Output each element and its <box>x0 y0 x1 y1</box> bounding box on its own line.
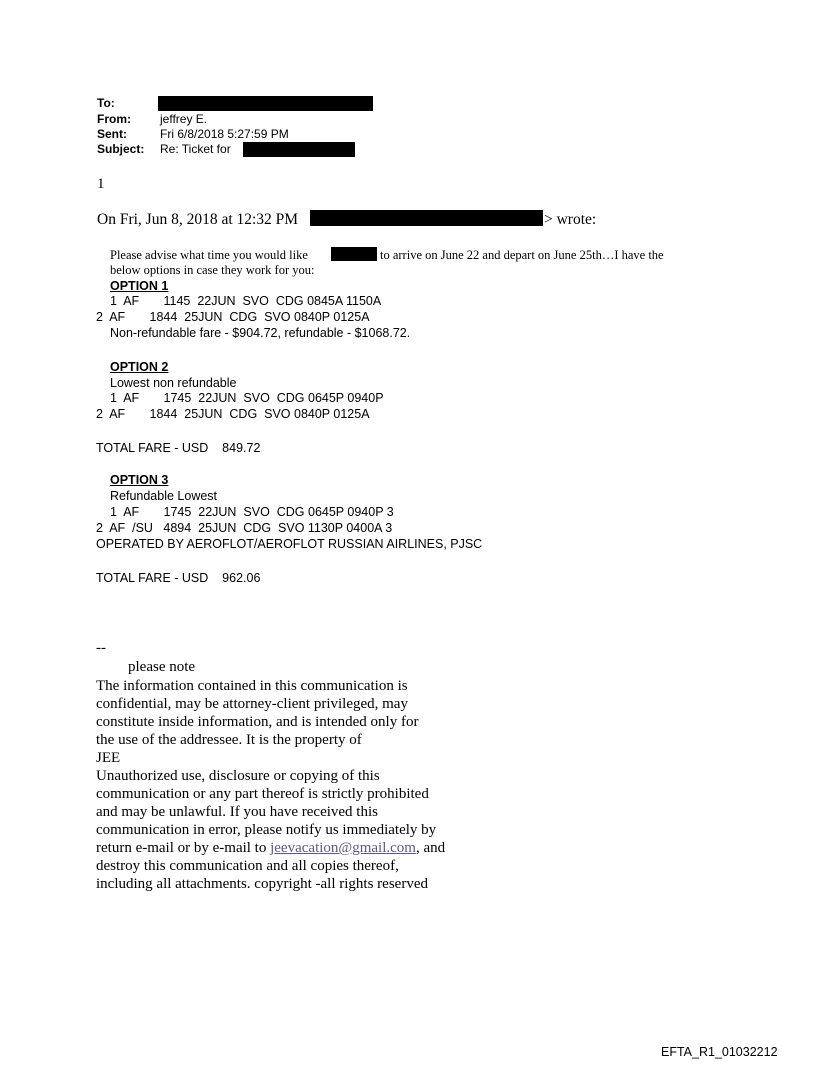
option2-title: OPTION 2 <box>110 360 169 374</box>
option1-fare: Non-refundable fare - $904.72, refundable - $1068.72. <box>110 326 411 340</box>
from-label: From: <box>97 112 131 126</box>
option3-line2: 2 AF /SU 4894 25JUN CDG SVO 1130P 0400A 3 <box>96 521 393 535</box>
option3-operated: OPERATED BY AEROFLOT/AEROFLOT RUSSIAN AIRLINES, PJSC <box>96 537 483 551</box>
advise-line1-end: to arrive on June 22 and depart on June 25th…I have the <box>380 248 664 262</box>
disclaimer-line: The information contained in this communication is <box>96 678 408 694</box>
option2-line1: 1 AF 1745 22JUN SVO CDG 0645P 0940P <box>110 391 384 405</box>
quote-intro-end: > wrote: <box>544 211 597 228</box>
subject-label: Subject: <box>97 142 145 156</box>
disclaimer-line <box>96 839 445 857</box>
disclaimer-line: Unauthorized use, disclosure or copying of this <box>96 768 380 784</box>
from-value: jeffrey E. <box>160 112 208 126</box>
disclaimer-line-text: , and <box>415 840 446 856</box>
subject-value: Re: Ticket for <box>160 142 231 156</box>
to-label: To: <box>97 96 115 110</box>
disclaimer-line: constitute inside information, and is intended only for <box>96 714 419 730</box>
disclaimer-line: destroy this communication and all copies thereof, <box>96 858 399 874</box>
option2-subtitle: Lowest non refundable <box>110 376 237 390</box>
option3-line1: 1 AF 1745 22JUN SVO CDG 0645P 0940P 3 <box>110 505 394 519</box>
email-link[interactable]: jeevacation@gmail.com <box>270 840 416 856</box>
disclaimer-line: communication in error, please notify us immediately by <box>96 822 437 838</box>
option2-total: TOTAL FARE - USD 849.72 <box>96 441 261 455</box>
option2-line2: 2 AF 1844 25JUN CDG SVO 0840P 0125A <box>96 407 370 421</box>
quote-intro-start: On Fri, Jun 8, 2018 at 12:32 PM <box>97 211 299 228</box>
option1-line2: 2 AF 1844 25JUN CDG SVO 0840P 0125A <box>96 310 370 324</box>
redaction-to <box>158 96 373 111</box>
option1-title: OPTION 1 <box>110 279 169 293</box>
option3-title: OPTION 3 <box>110 473 169 487</box>
redaction-name <box>331 247 377 261</box>
disclaimer-line: JEE <box>96 750 121 766</box>
option3-total: TOTAL FARE - USD 962.06 <box>96 571 261 585</box>
disclaimer-line: and may be unlawful. If you have received this <box>96 804 378 820</box>
disclaimer-line: the use of the addressee. It is the property of <box>96 732 362 748</box>
option3-subtitle: Refundable Lowest <box>110 489 218 503</box>
reply-text: 1 <box>97 176 105 192</box>
disclaimer-line-text: return e-mail or by e-mail to <box>96 840 271 856</box>
disclaimer-line: communication or any part thereof is strictly prohibited <box>96 786 429 802</box>
document-id: EFTA_R1_01032212 <box>661 1045 778 1059</box>
sent-value: Fri 6/8/2018 5:27:59 PM <box>160 127 289 141</box>
advise-line2: below options in case they work for you: <box>110 263 315 277</box>
signature-separator: -- <box>96 640 106 656</box>
sent-label: Sent: <box>97 127 127 141</box>
disclaimer-note: please note <box>128 659 196 675</box>
disclaimer-line: confidential, may be attorney-client privileged, may <box>96 696 408 712</box>
disclaimer-line: including all attachments. copyright -all rights reserved <box>96 876 428 892</box>
redaction-subject <box>243 142 355 157</box>
advise-line1-start: Please advise what time you would like <box>110 248 308 262</box>
option1-line1: 1 AF 1145 22JUN SVO CDG 0845A 1150A <box>110 294 382 308</box>
redaction-sender <box>310 210 543 226</box>
